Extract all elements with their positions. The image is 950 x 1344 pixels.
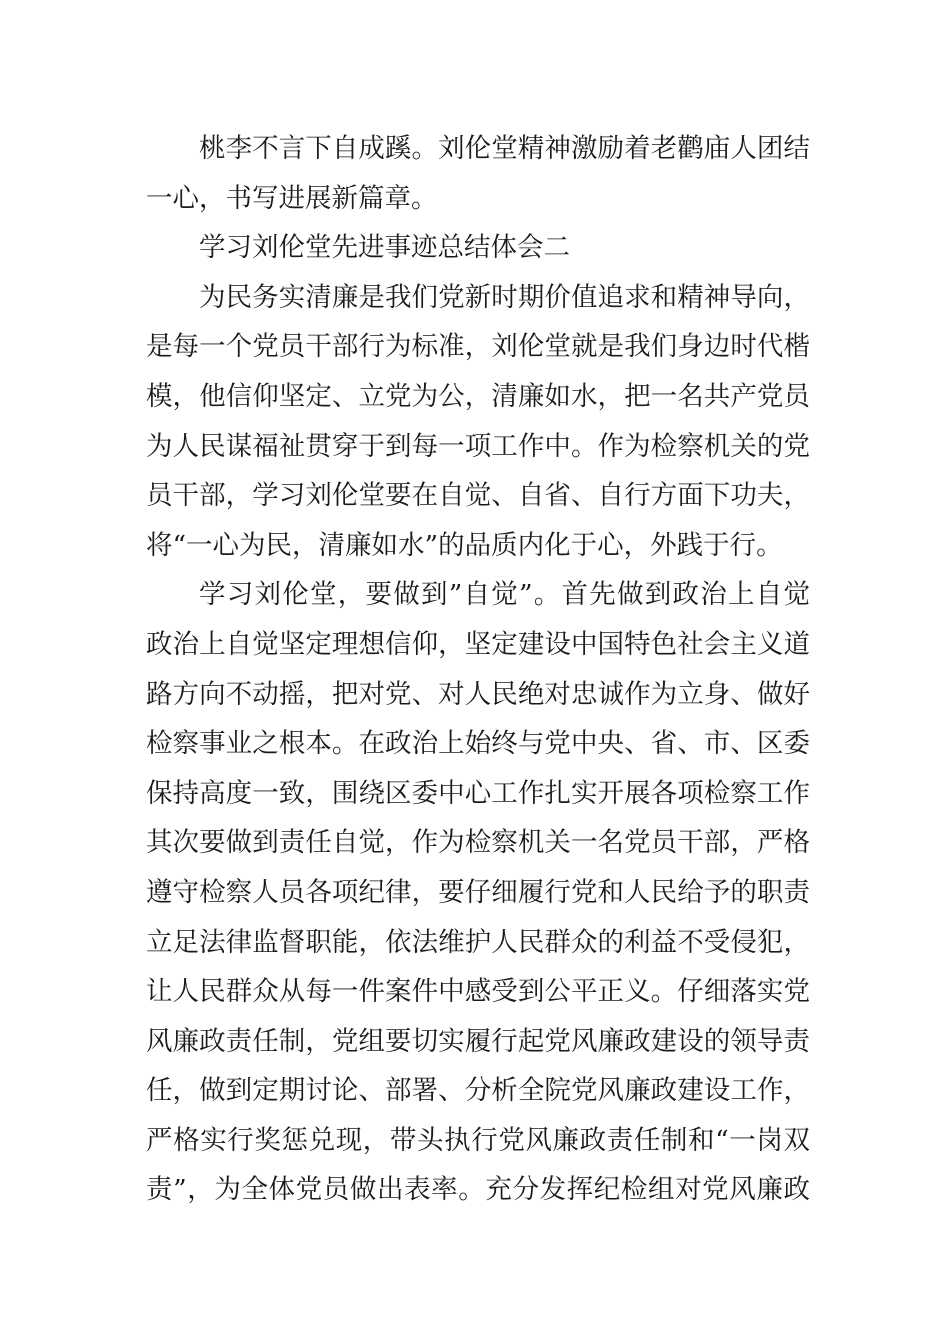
paragraph-1-line-2: 一心，书写进展新篇章。 (146, 182, 438, 214)
paragraph-4-line-2: 政治上自觉坚定理想信仰，坚定建设中国特色社会主义道 (146, 628, 810, 660)
paragraph-3-line-5: 员干部，学习刘伦堂要在自觉、自省、自行方面下功夫， (146, 480, 810, 512)
paragraph-1-line-1: 桃李不言下自成蹊。刘伦堂精神激励着老鹳庙人团结 (199, 133, 810, 164)
body-text (146, 124, 810, 1215)
paragraph-3-line-6: 将“一心为民，清廉如水”的品质内化于心，外践于行。 (146, 529, 783, 561)
paragraph-4-line-5: 保持高度一致，围绕区委中心工作扎实开展各项检察工作 (146, 777, 810, 809)
paragraph-4-line-11: 任，做到定期讨论、部署、分析全院党风廉政建设工作， (146, 1075, 810, 1107)
paragraph-4-line-4: 检察事业之根本。在政治上始终与党中央、省、市、区委 (146, 728, 810, 760)
paragraph-4-line-1: 学习刘伦堂，要做到”自觉”。首先做到政治上自觉 (199, 579, 810, 611)
paragraph-3-line-2: 是每一个党员干部行为标准，刘伦堂就是我们身边时代楷 (146, 331, 810, 363)
paragraph-4-line-12: 严格实行奖惩兑现，带头执行党风廉政责任制和“一岗双 (146, 1124, 810, 1156)
paragraph-4-line-3: 路方向不动摇，把对党、对人民绝对忠诚作为立身、做好 (146, 678, 810, 710)
paragraph-3-line-1: 为民务实清廉是我们党新时期价值追求和精神导向， (199, 281, 810, 313)
paragraph-3-line-4: 为人民谋福祉贯穿于到每一项工作中。作为检察机关的党 (146, 430, 810, 462)
paragraph-4-line-9: 让人民群众从每一件案件中感受到公平正义。仔细落实党 (146, 976, 810, 1008)
paragraph-4-line-6: 其次要做到责任自觉，作为检察机关一名党员干部，严格 (146, 827, 810, 859)
paragraph-4-line-10: 风廉政责任制，党组要切实履行起党风廉政建设的领导责 (146, 1025, 810, 1057)
paragraph-4-line-8: 立足法律监督职能，依法维护人民群众的利益不受侵犯， (146, 926, 810, 958)
paragraph-3-line-3: 模，他信仰坚定、立党为公，清廉如水，把一名共产党员 (146, 380, 810, 412)
section-heading: 学习刘伦堂先进事迹总结体会二 (199, 232, 570, 264)
paragraph-4-line-13: 责”，为全体党员做出表率。充分发挥纪检组对党风廉政 (146, 1174, 810, 1206)
paragraph-4-line-7: 遵守检察人员各项纪律，要仔细履行党和人民给予的职责 (146, 876, 810, 908)
